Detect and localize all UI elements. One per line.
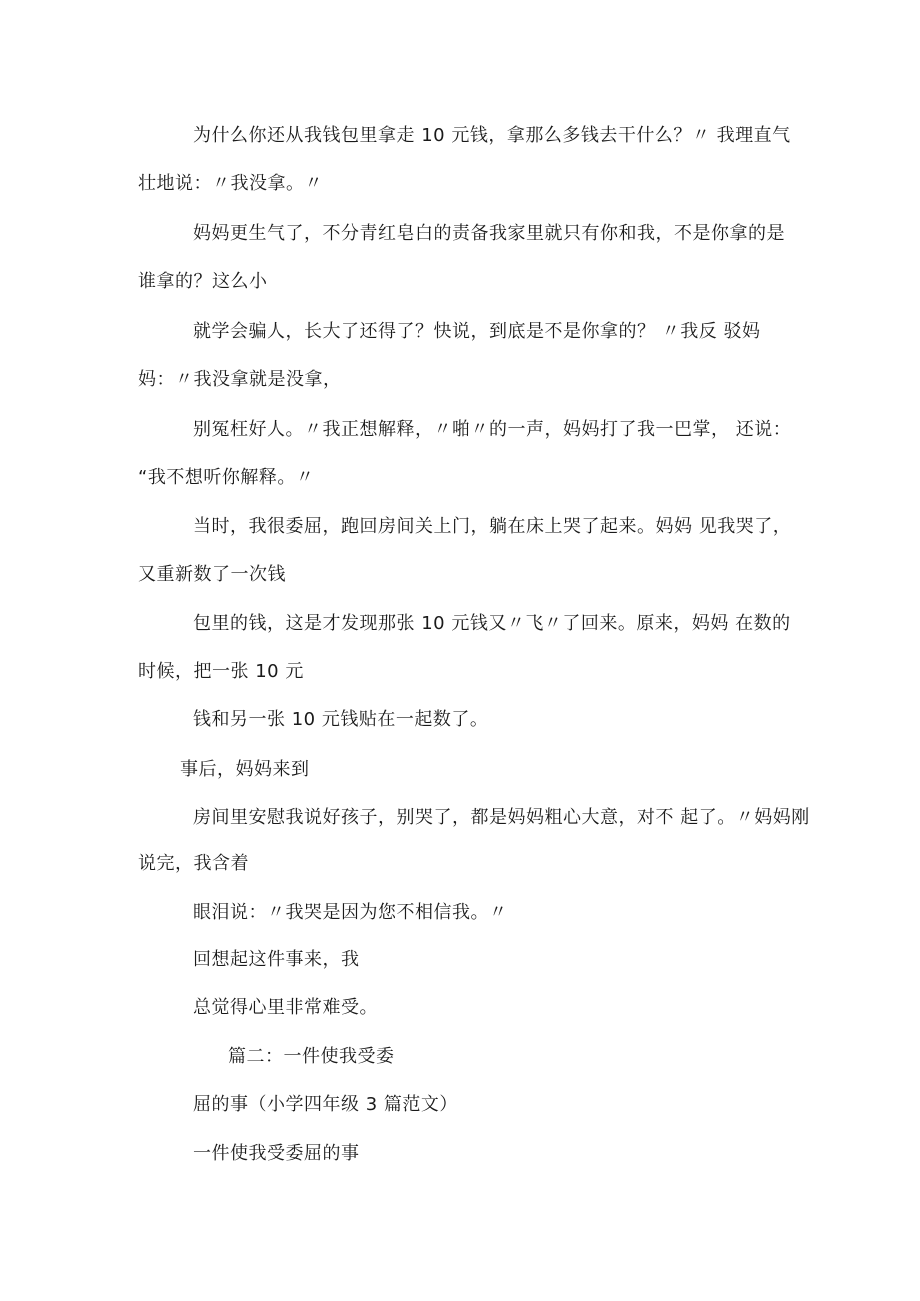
paragraph-line: 钱和另一张 10 元钱贴在一起数了。 xyxy=(193,709,489,730)
paragraph-line: 妈妈更生气了，不分青红皂白的责备我家里就只有你和我，不是你拿的是 xyxy=(193,223,785,244)
paragraph-line: 时候，把一张 10 元 xyxy=(138,661,304,682)
paragraph-line: 房间里安慰我说好孩子，别哭了，都是妈妈粗心大意，对不 起了。〃妈妈刚 xyxy=(193,807,810,828)
paragraph-line: 回想起这件事来，我 xyxy=(193,949,360,970)
paragraph-line: 别冤枉好人。〃我正想解释，〃啪〃的一声，妈妈打了我一巴掌， 还说： xyxy=(193,419,792,440)
paragraph-line: 又重新数了一次钱 xyxy=(138,564,286,585)
paragraph-line: “我不想听你解释。〃 xyxy=(138,467,315,488)
paragraph-line: 谁拿的？这么小 xyxy=(138,271,268,292)
paragraph-line: 为什么你还从我钱包里拿走 10 元钱，拿那么多钱去干什么？〃 我理直气 xyxy=(193,125,791,146)
paragraph-line: 壮地说：〃我没拿。〃 xyxy=(138,173,323,194)
paragraph-line: 就学会骗人，长大了还得了？快说，到底是不是你拿的？ 〃我反 驳妈 xyxy=(193,321,761,342)
paragraph-line: 当时，我很委屈，跑回房间关上门，躺在床上哭了起来。妈妈 见我哭了， xyxy=(193,516,792,537)
paragraph-line: 事后，妈妈来到 xyxy=(180,759,310,780)
section-heading-line: 篇二：一件使我受委 xyxy=(228,1046,395,1067)
paragraph-line: 说完，我含着 xyxy=(138,853,249,874)
paragraph-line: 妈：〃我没拿就是没拿， xyxy=(138,369,342,390)
paragraph-line: 眼泪说：〃我哭是因为您不相信我。〃 xyxy=(193,902,508,923)
paragraph-line: 包里的钱，这是才发现那张 10 元钱又〃飞〃了回来。原来，妈妈 在数的 xyxy=(193,613,791,634)
section-heading-line: 屈的事（小学四年级 3 篇范文） xyxy=(193,1094,458,1115)
section-title-line: 一件使我受委屈的事 xyxy=(193,1143,360,1164)
paragraph-line: 总觉得心里非常难受。 xyxy=(193,997,378,1018)
